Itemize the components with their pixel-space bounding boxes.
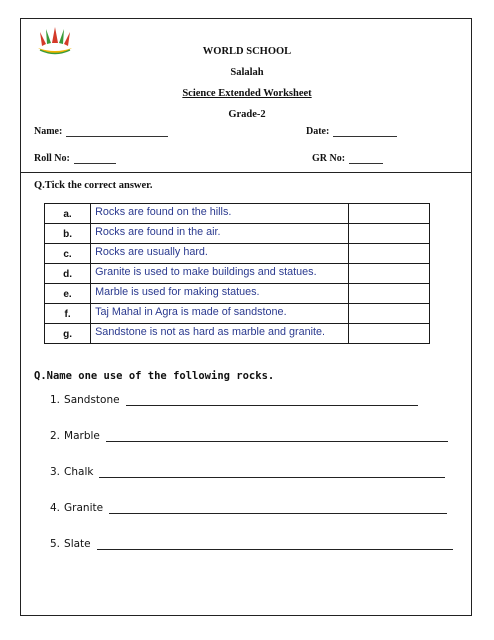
tick-box[interactable] bbox=[348, 264, 429, 284]
row-letter: a. bbox=[45, 204, 91, 224]
table-row bbox=[45, 204, 430, 224]
table-row bbox=[45, 224, 430, 244]
row-statement: Rocks are usually hard. bbox=[91, 244, 349, 264]
rock-item bbox=[50, 394, 418, 406]
rock-name: Marble bbox=[64, 430, 100, 442]
question1-prompt: Q.Tick the correct answer. bbox=[34, 180, 153, 191]
rock-name: Sandstone bbox=[64, 394, 120, 406]
row-letter: c. bbox=[45, 244, 91, 264]
row-letter: g. bbox=[45, 324, 91, 344]
table-row bbox=[45, 244, 430, 264]
rock-number: 4. bbox=[50, 502, 61, 514]
row-letter: d. bbox=[45, 264, 91, 284]
school-city: Salalah bbox=[230, 67, 264, 78]
gr-field[interactable] bbox=[312, 153, 383, 164]
rock-item bbox=[50, 502, 447, 514]
roll-blank[interactable] bbox=[74, 153, 116, 164]
gr-blank[interactable] bbox=[349, 153, 383, 164]
row-statement: Rocks are found on the hills. bbox=[91, 204, 349, 224]
tick-table bbox=[44, 203, 430, 344]
row-letter: f. bbox=[45, 304, 91, 324]
name-blank[interactable] bbox=[66, 126, 168, 137]
grade-label: Grade-2 bbox=[228, 109, 266, 120]
question2-prompt: Q.Name one use of the following rocks. bbox=[34, 370, 275, 382]
rock-number: 2. bbox=[50, 430, 61, 442]
row-letter: b. bbox=[45, 224, 91, 244]
name-field[interactable] bbox=[34, 126, 168, 137]
roll-field[interactable] bbox=[34, 153, 116, 164]
rock-name: Slate bbox=[64, 538, 91, 550]
tick-box[interactable] bbox=[348, 244, 429, 264]
row-letter: e. bbox=[45, 284, 91, 304]
roll-label: Roll No: bbox=[34, 153, 70, 164]
tick-box[interactable] bbox=[348, 324, 429, 344]
row-statement: Marble is used for making statues. bbox=[91, 284, 349, 304]
rock-number: 1. bbox=[50, 394, 61, 406]
rock-name: Granite bbox=[64, 502, 104, 514]
table-row bbox=[45, 304, 430, 324]
date-blank[interactable] bbox=[333, 126, 397, 137]
tick-box[interactable] bbox=[348, 204, 429, 224]
date-field[interactable] bbox=[306, 126, 397, 137]
worksheet-title: Science Extended Worksheet bbox=[182, 88, 312, 99]
rock-number: 5. bbox=[50, 538, 61, 550]
rock-item bbox=[50, 538, 453, 550]
rock-number: 3. bbox=[50, 466, 61, 478]
row-statement: Taj Mahal in Agra is made of sandstone. bbox=[91, 304, 349, 324]
header-divider bbox=[20, 172, 472, 173]
row-statement: Sandstone is not as hard as marble and granite. bbox=[91, 324, 349, 344]
answer-blank[interactable] bbox=[97, 539, 453, 550]
table-row bbox=[45, 284, 430, 304]
answer-blank[interactable] bbox=[126, 395, 418, 406]
answer-blank[interactable] bbox=[106, 431, 448, 442]
table-row bbox=[45, 264, 430, 284]
name-label: Name: bbox=[34, 126, 63, 137]
tick-box[interactable] bbox=[348, 224, 429, 244]
rock-item bbox=[50, 430, 448, 442]
row-statement: Rocks are found in the air. bbox=[91, 224, 349, 244]
answer-blank[interactable] bbox=[109, 503, 447, 514]
date-label: Date: bbox=[306, 126, 330, 137]
rock-item bbox=[50, 466, 445, 478]
tick-box[interactable] bbox=[348, 284, 429, 304]
school-name: WORLD SCHOOL bbox=[202, 46, 292, 57]
answer-blank[interactable] bbox=[99, 467, 445, 478]
table-row bbox=[45, 324, 430, 344]
gr-label: GR No: bbox=[312, 153, 346, 164]
row-statement: Granite is used to make buildings and statues. bbox=[91, 264, 349, 284]
rock-name: Chalk bbox=[64, 466, 94, 478]
tick-box[interactable] bbox=[348, 304, 429, 324]
